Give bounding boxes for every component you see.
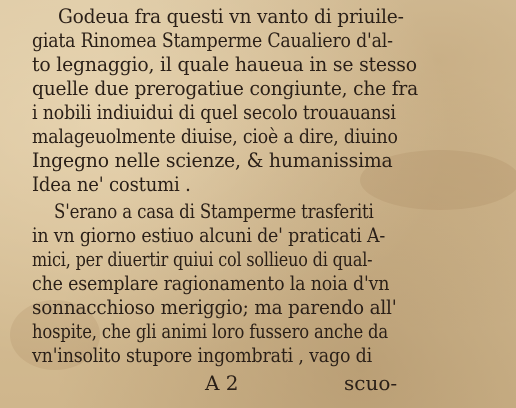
text-line: to legnaggio, il quale haueua in se stesso — [32, 52, 417, 76]
text-line: giata Rinomea Stamperme Caualiero d'al- — [32, 28, 393, 52]
signature-mark: A 2 — [205, 371, 239, 395]
text-line: Ingegno nelle scienze, & humanissima — [32, 148, 393, 172]
text-line: malageuolmente diuise, cioè a dire, diuino — [32, 124, 398, 148]
text-line: sonnacchioso meriggio; ma parendo all' — [32, 295, 397, 319]
text-line: hospite, che gli animi loro fussero anche da — [32, 319, 388, 343]
text-line: S'erano a casa di Stamperme trasferiti — [54, 199, 374, 223]
text-line: in vn giorno estiuo alcuni de' praticati A- — [32, 223, 386, 247]
catchword: scuo- — [344, 371, 398, 395]
text-line: quelle due prerogatiue congiunte, che fra — [32, 76, 419, 100]
text-line: mici, per diuertir quiui col sollieuo di qual- — [32, 247, 373, 271]
text-line: Idea ne' costumi . — [32, 172, 191, 196]
text-line: i nobili indiuidui di quel secolo trouauansi — [32, 100, 396, 124]
text-line: che esemplare ragionamento la noia d'vn — [32, 271, 390, 295]
text-line: Godeua fra questi vn vanto di priuile- — [58, 4, 404, 28]
text-line: vn'insolito stupore ingombrati , vago di — [32, 343, 372, 367]
